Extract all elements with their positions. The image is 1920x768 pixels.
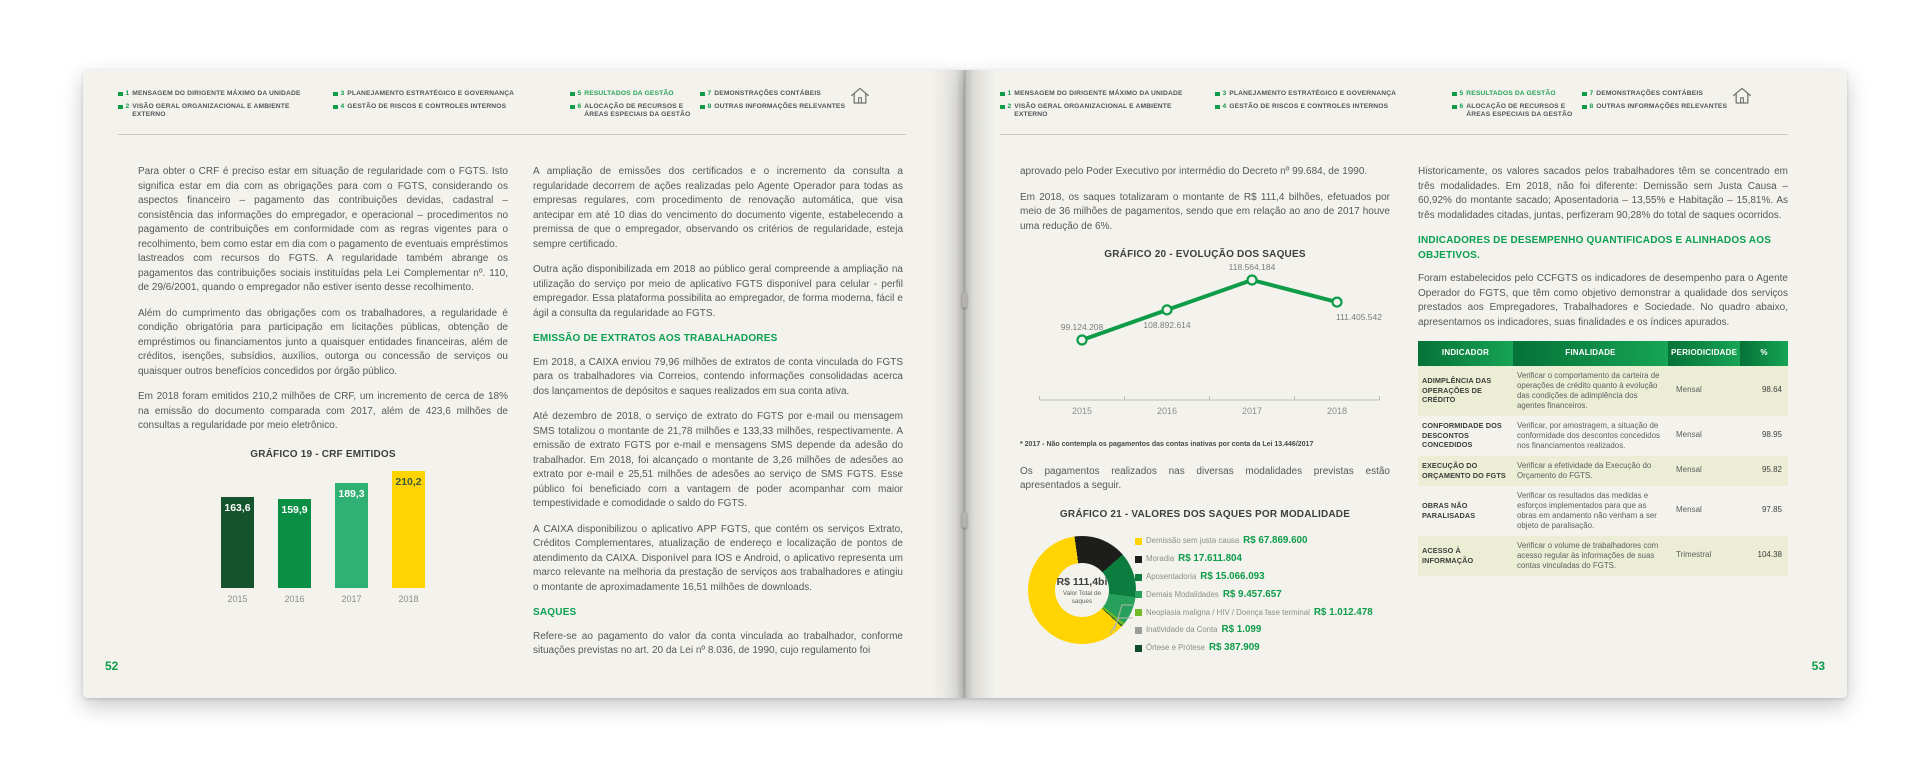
finalidade-cell: Verificar o volume de trabalhadores com acesso regular às informações de suas contas vinculadas do FGTS. [1513, 536, 1668, 576]
chart-title: GRÁFICO 20 - EVOLUÇÃO DOS SAQUES [1104, 249, 1306, 260]
nav-item-label: RESULTADOS DA GESTÃO [1466, 90, 1556, 97]
legend-item [1135, 552, 1393, 567]
data-point-2015 [1078, 335, 1087, 344]
nav-item-4[interactable] [333, 103, 558, 111]
line-chart [1020, 263, 1390, 427]
legend-value: R$ 387.909 [1208, 642, 1260, 654]
paragraph: Foram estabelecidos pelo CCFGTS os indicadores de desempenho para o Agente Operador do FGTS, que têm como objetivo demonstrar a qualidade dos serviços prestados aos Empregadores, Trabalhadores e Sociedade. No quadro abaixo, apresentamos os indicadores, suas finalidades e os índices apurados. [1418, 273, 1788, 328]
legend-item [1135, 588, 1393, 603]
legend-item [1135, 570, 1393, 585]
paragraph: A CAIXA disponibilizou o aplicativo APP FGTS, que contém os serviços Extrato, Créditos Complementares, atualização de endereço e localização de pontos de atendimento da CAIXA. Disponível para IOS e Android, o aplicativo representa um marco relevante na melhoria da prestação de serviços aos trabalhadores e atingiu o montante de aproximadamente 16,51 milhões de downloads. [533, 523, 903, 593]
paragraph: Para obter o CRF é preciso estar em situação de regularidade com o FGTS. Isto significa estar em dia com as obrigações para com o FGTS, considerando os aspectos financeiro – pagamento das contribuições devidas, cadastral – consistência das informações do empregador, e operacional – procedimentos no pagamento de contribuições em conformidade com as regras vigentes para o recolhimento, bem como estar em dia com o pagamento de eventuais empréstimos lastreados com recursos do FGTS. A regularidade também abrange os pagamentos das contribuições sociais instituídas pela Lei Complementar nº. 110, de 29/6/2001, quando o empregador não estiver isento desse recolhimento. [138, 166, 508, 293]
section-heading: INDICADORES DE DESEMPENHO QUANTIFICADOS E ALINHADOS AOS OBJETIVOS. [1418, 235, 1772, 261]
top-nav [1000, 90, 1800, 130]
legend-label: Inatividade da Conta [1146, 625, 1218, 635]
legend-value: R$ 67.869.600 [1243, 535, 1308, 546]
axis-tick-label: 2016 [1156, 405, 1178, 416]
legend-swatch-icon [1135, 645, 1142, 652]
indicator-cell: OBRAS NÃO PARALISADAS [1422, 501, 1476, 520]
nav-item-6[interactable] [1452, 103, 1582, 119]
table-row [1418, 456, 1788, 486]
periodicidade-cell: Mensal [1676, 430, 1702, 440]
nav-column [570, 90, 700, 124]
nav-column [1000, 90, 1205, 124]
column-header: % [1740, 341, 1788, 366]
nav-divider [118, 134, 906, 135]
bar-2018 [392, 471, 425, 588]
bar-category-label: 2015 [227, 593, 248, 604]
paragraph: Além do cumprimento das obrigações com os trabalhadores, a regularidade é condição obrigatória para participação em licitações públicas, obtenção de empréstimos ou financiamentos junto a quaisquer entidades financeiras, além de créditos, isenções, subsídios, auxílios, outorga ou concessão de serviços ou quaisquer outros benefícios concedidos por órgão público. [138, 307, 508, 377]
nav-item-5[interactable] [570, 90, 700, 98]
legend-value: R$ 1.099 [1221, 624, 1262, 636]
legend-item [1135, 641, 1393, 656]
nav-column [1215, 90, 1440, 116]
home-icon[interactable] [850, 86, 870, 105]
column-header: PERIODICIDADE [1668, 341, 1740, 366]
chart-legend [1135, 534, 1393, 659]
bar-category-label: 2018 [398, 593, 419, 604]
data-point-2018 [1333, 297, 1342, 306]
staple [962, 292, 967, 308]
bar-value-label: 189,3 [338, 487, 365, 500]
nav-item-2[interactable] [118, 103, 323, 119]
nav-item-number: 7 [707, 90, 712, 97]
nav-item-number: 3 [340, 90, 345, 97]
nav-item-8[interactable] [700, 103, 870, 111]
legend-swatch-icon [1135, 591, 1142, 598]
grafico-21-block [1020, 508, 1390, 656]
data-point-label: 111.405.542 [1335, 311, 1383, 322]
column-header: INDICADOR [1418, 341, 1513, 366]
nav-item-label: GESTÃO DE RISCOS E CONTROLES INTERNOS [1229, 103, 1389, 110]
bar-2016 [278, 499, 311, 588]
nav-item-2[interactable] [1000, 103, 1205, 119]
legend-value: R$ 17.611.804 [1178, 552, 1242, 564]
nav-item-label: ALOCAÇÃO DE RECURSOS E ÁREAS ESPECIAIS DA GESTÃO [1466, 103, 1573, 118]
periodicidade-cell: Trimestral [1668, 536, 1740, 576]
percent-cell: 104.38 [1740, 536, 1788, 576]
nav-item-3[interactable] [333, 90, 558, 98]
finalidade-cell: Verificar a efetividade da Execução do Orçamento do FGTS. [1513, 456, 1668, 486]
chart-footnote: * 2017 - Não contempla os pagamentos das contas inativas por conta da Lei 13.446/2017 [1020, 441, 1314, 448]
nav-item-8[interactable] [1582, 103, 1752, 111]
bullet-icon [1000, 105, 1005, 110]
nav-column [118, 90, 323, 124]
legend-label: Demissão sem justa causa [1146, 536, 1240, 545]
line-chart-svg [1020, 263, 1390, 421]
nav-item-number: 5 [577, 90, 582, 97]
legend-label: Demais Modalidades [1146, 589, 1219, 599]
page-52 [83, 70, 965, 698]
paragraph: Os pagamentos realizados nas diversas modalidades previstas estão apresentados a seguir. [1020, 465, 1390, 491]
nav-item-4[interactable] [1215, 103, 1440, 111]
bar-2015 [221, 497, 254, 588]
bar-chart [138, 466, 508, 606]
periodicidade-cell: Mensal [1668, 366, 1740, 416]
legend-swatch-icon [1135, 538, 1142, 545]
chart-title: GRÁFICO 21 - VALORES DOS SAQUES POR MODALIDADE [1059, 508, 1351, 520]
nav-item-label: VISÃO GERAL ORGANIZACIONAL E AMBIENTE EXTERNO [1014, 103, 1172, 118]
donut-center-label: R$ 111,4bi Valor Total de saques [1055, 563, 1109, 617]
legend-item [1135, 606, 1393, 621]
nav-column [1582, 90, 1752, 116]
percent-cell: 98.64 [1740, 366, 1788, 416]
legend-item [1135, 623, 1393, 638]
paragraph: Outra ação disponibilizada em 2018 ao público geral compreende a ampliação na utilização do serviço por meio de aplicativo FGTS disponível para celular - perfil empregador. Essa plataforma possibilita ao empregador, de forma moderna, fácil e ágil a consulta da regularidade ao FGTS. [533, 264, 903, 319]
nav-item-3[interactable] [1215, 90, 1440, 98]
data-point-label: 108.892.614 [1143, 319, 1191, 330]
bullet-icon [700, 92, 705, 97]
nav-item-label: OUTRAS INFORMAÇÕES RELEVANTES [714, 103, 846, 110]
nav-item-number: 4 [1222, 103, 1227, 110]
legend-swatch-icon [1135, 556, 1142, 563]
nav-item-label: MENSAGEM DO DIRIGENTE MÁXIMO DA UNIDADE [132, 90, 301, 97]
nav-item-label: PLANEJAMENTO ESTRATÉGICO E GOVERNANÇA [1229, 90, 1397, 97]
table-row [1418, 366, 1788, 416]
right-page-column-2 [1418, 165, 1788, 576]
nav-item-label: DEMONSTRAÇÕES CONTÁBEIS [1596, 90, 1703, 97]
page-53 [965, 70, 1847, 698]
left-page-column-2 [533, 165, 903, 670]
axis-tick-label: 2018 [1326, 405, 1348, 416]
legend-value: R$ 1.012.478 [1313, 606, 1373, 618]
legend-label: Órtese e Prótese [1146, 643, 1205, 653]
indicator-cell: ADIMPLÊNCIA DAS OPERAÇÕES DE CRÉDITO [1418, 366, 1513, 416]
data-point-2017 [1248, 275, 1257, 284]
nav-item-number: 1 [1007, 90, 1012, 97]
periodicidade-cell: Mensal [1668, 456, 1740, 486]
nav-item-number: 3 [1222, 90, 1227, 97]
bullet-icon [570, 92, 575, 97]
grafico-20-block [1020, 248, 1390, 453]
nav-column [333, 90, 558, 116]
table-header-row [1418, 341, 1788, 366]
section-heading: EMISSÃO DE EXTRATOS AOS TRABALHADORES [533, 333, 778, 344]
percent-cell: 95.82 [1740, 456, 1788, 486]
legend-value: R$ 15.066.093 [1200, 570, 1265, 582]
staple [962, 512, 967, 528]
bar-2017 [335, 483, 368, 588]
nav-item-label: PLANEJAMENTO ESTRATÉGICO E GOVERNANÇA [347, 90, 515, 97]
table-row [1418, 486, 1788, 536]
paragraph: A ampliação de emissões dos certificados e o incremento da consulta a regularidade decorrem de ações realizadas pelo Agente Operador para todas as empresas regulares, com procedimento de renovação automática, que visa antecipar em até 10 dias do vencimento do documento vigente, estabelecendo a premissa de que o empregador, observando os critérios de regularidade, esteja sempre certificado. [533, 166, 903, 250]
legend-label: Aposentadoria [1146, 571, 1197, 581]
bullet-icon [1215, 92, 1220, 97]
nav-item-label: RESULTADOS DA GESTÃO [584, 90, 674, 97]
bar-category-label: 2016 [284, 593, 305, 604]
axis-tick-label: 2017 [1241, 405, 1263, 416]
chart-title: GRÁFICO 19 - CRF EMITIDOS [250, 448, 396, 460]
paragraph: Em 2018, os saques totalizaram o montante de R$ 111,4 bilhões, efetuados por meio de 36 milhões de pagamentos, sendo que em relação ao ano de 2017 houve uma redução de 6%. [1020, 191, 1390, 232]
bar-value-label: 163,6 [224, 502, 251, 515]
bullet-icon [1000, 92, 1005, 97]
paragraph: Historicamente, os valores sacados pelos trabalhadores têm se concentrado em três modalidades. Em 2018, não foi diferente: Demissão sem Justa Causa – 60,92% do montante sacado; Aposentadoria – 13,55% e Habitação – 15,81%. As três modalidades citadas, juntas, perfizeram 90,28% do total de saques ocorridos. [1418, 166, 1788, 221]
nav-item-number: 8 [707, 103, 712, 110]
finalidade-cell: Verificar, por amostragem, a situação de conformidade dos descontos concedidos nos financiamentos realizados. [1517, 420, 1660, 450]
nav-item-1[interactable] [1000, 90, 1205, 98]
axis-tick-label: 2015 [1071, 405, 1093, 416]
bullet-icon [1215, 105, 1220, 110]
bullet-icon [700, 105, 705, 110]
nav-column [1452, 90, 1582, 124]
bullet-icon [1452, 92, 1457, 97]
legend-swatch-icon [1135, 574, 1142, 581]
table-row [1418, 416, 1788, 456]
table-row [1418, 536, 1788, 576]
nav-item-label: VISÃO GERAL ORGANIZACIONAL E AMBIENTE EXTERNO [132, 103, 290, 118]
nav-item-6[interactable] [570, 103, 700, 119]
nav-item-number: 7 [1589, 90, 1594, 97]
section-heading: SAQUES [533, 607, 577, 618]
nav-item-label: ALOCAÇÃO DE RECURSOS E ÁREAS ESPECIAIS DA GESTÃO [584, 103, 691, 118]
nav-divider [1000, 134, 1788, 135]
bullet-icon [1582, 92, 1587, 97]
paragraph: Em 2018, a CAIXA enviou 79,96 milhões de extratos de conta vinculada do FGTS para os trabalhadores via Correios, contendo informações consolidadas acerca dos lançamentos de depósitos e saques realizados em sua conta ativa. [533, 356, 903, 397]
bar-category-label: 2017 [341, 593, 362, 604]
bar-value-label: 159,9 [281, 504, 308, 517]
percent-cell: 98.95 [1761, 430, 1782, 440]
nav-column [700, 90, 870, 116]
finalidade-cell: Verificar o comportamento da carteira de operações de crédito quanto à evolução das condições de adimplência dos agentes financeiros. [1513, 366, 1668, 416]
nav-item-label: DEMONSTRAÇÕES CONTÁBEIS [714, 90, 821, 97]
periodicidade-cell: Mensal [1676, 505, 1702, 515]
percent-cell: 97.85 [1761, 505, 1782, 515]
data-point-label: 118.564.184 [1228, 262, 1276, 272]
page-number: 52 [105, 659, 119, 673]
legend-label: Moradia [1146, 553, 1175, 563]
nav-item-number: 5 [1459, 90, 1464, 97]
bullet-icon [333, 92, 338, 97]
paragraph: Refere-se ao pagamento do valor da conta vinculada ao trabalhador, conforme situações previstas no art. 20 da Lei nº 8.036, de 1990, cujo regulamento foi [533, 630, 903, 656]
nav-item-number: 6 [1459, 103, 1464, 110]
legend-value: R$ 9.457.657 [1222, 588, 1282, 600]
nav-item-number: 6 [577, 103, 582, 110]
indicator-cell: ACESSO À INFORMAÇÃO [1418, 536, 1513, 576]
indicator-cell: CONFORMIDADE DOS DESCONTOS CONCEDIDOS [1422, 421, 1502, 450]
top-nav [118, 90, 918, 130]
nav-item-7[interactable] [1582, 90, 1752, 98]
grafico-19-block [138, 448, 508, 607]
donut-chart-area [1020, 530, 1390, 655]
data-point-label: 99.124.208 [1060, 321, 1104, 332]
bullet-icon [118, 105, 123, 110]
bullet-icon [333, 105, 338, 110]
left-page-column-1 [138, 165, 508, 606]
bullet-icon [1582, 105, 1587, 110]
nav-item-label: GESTÃO DE RISCOS E CONTROLES INTERNOS [347, 103, 507, 110]
nav-item-number: 4 [340, 103, 345, 110]
column-header: FINALIDADE [1513, 341, 1668, 366]
nav-item-label: OUTRAS INFORMAÇÕES RELEVANTES [1596, 103, 1728, 110]
nav-item-number: 2 [125, 103, 130, 110]
bullet-icon [570, 105, 575, 110]
legend-swatch-icon [1135, 627, 1142, 634]
data-point-2016 [1163, 305, 1172, 314]
nav-item-5[interactable] [1452, 90, 1582, 98]
legend-item [1135, 534, 1393, 549]
paragraph: Em 2018 foram emitidos 210,2 milhões de CRF, um incremento de cerca de 18% na emissão do documento comparada com 2017, além de 423,6 milhões de consultas a regularidade por meio eletrônico. [138, 391, 508, 431]
indicator-cell: EXECUÇÃO DO ORÇAMENTO DO FGTS [1418, 456, 1513, 486]
bar-value-label: 210,2 [395, 476, 422, 489]
legend-swatch-icon [1135, 609, 1142, 616]
legend-label: Neoplasia maligna / HIV / Doença fase terminal [1146, 607, 1310, 617]
nav-item-7[interactable] [700, 90, 870, 98]
bullet-icon [118, 92, 123, 97]
bullet-icon [1452, 105, 1457, 110]
nav-item-label: MENSAGEM DO DIRIGENTE MÁXIMO DA UNIDADE [1014, 90, 1183, 97]
paragraph: Até dezembro de 2018, o serviço de extrato do FGTS por e-mail ou mensagem SMS totalizou o montante de 21,78 milhões e 133,33 milhões, respectivamente. A emissão de extrato FGTS por e-mail e mensagens SMS depende da adesão do trabalhador. Em 2018, foi alcançado o montante de 3,26 milhões de adesões ao extrato por e-mail e 25,51 milhões de adesões ao serviço de SMS FGTS. Esse público foi beneficiado com a vantagem de poder acompanhar com maior tempestividade e comodidade o saldo do FGTS. [533, 411, 903, 509]
finalidade-cell: Verificar os resultados das medidas e esforços implementados para que as obras em andamento não venham a ser objeto de paralisação. [1517, 490, 1657, 530]
page-number: 53 [1811, 659, 1825, 673]
right-page-column-1 [1020, 165, 1390, 655]
nav-item-number: 2 [1007, 103, 1012, 110]
nav-item-number: 8 [1589, 103, 1594, 110]
home-icon[interactable] [1732, 86, 1752, 105]
nav-item-number: 1 [125, 90, 130, 97]
indicators-table [1418, 341, 1788, 576]
paragraph: aprovado pelo Poder Executivo por intermédio do Decreto nº 99.684, de 1990. [1020, 166, 1368, 177]
nav-item-1[interactable] [118, 90, 323, 98]
